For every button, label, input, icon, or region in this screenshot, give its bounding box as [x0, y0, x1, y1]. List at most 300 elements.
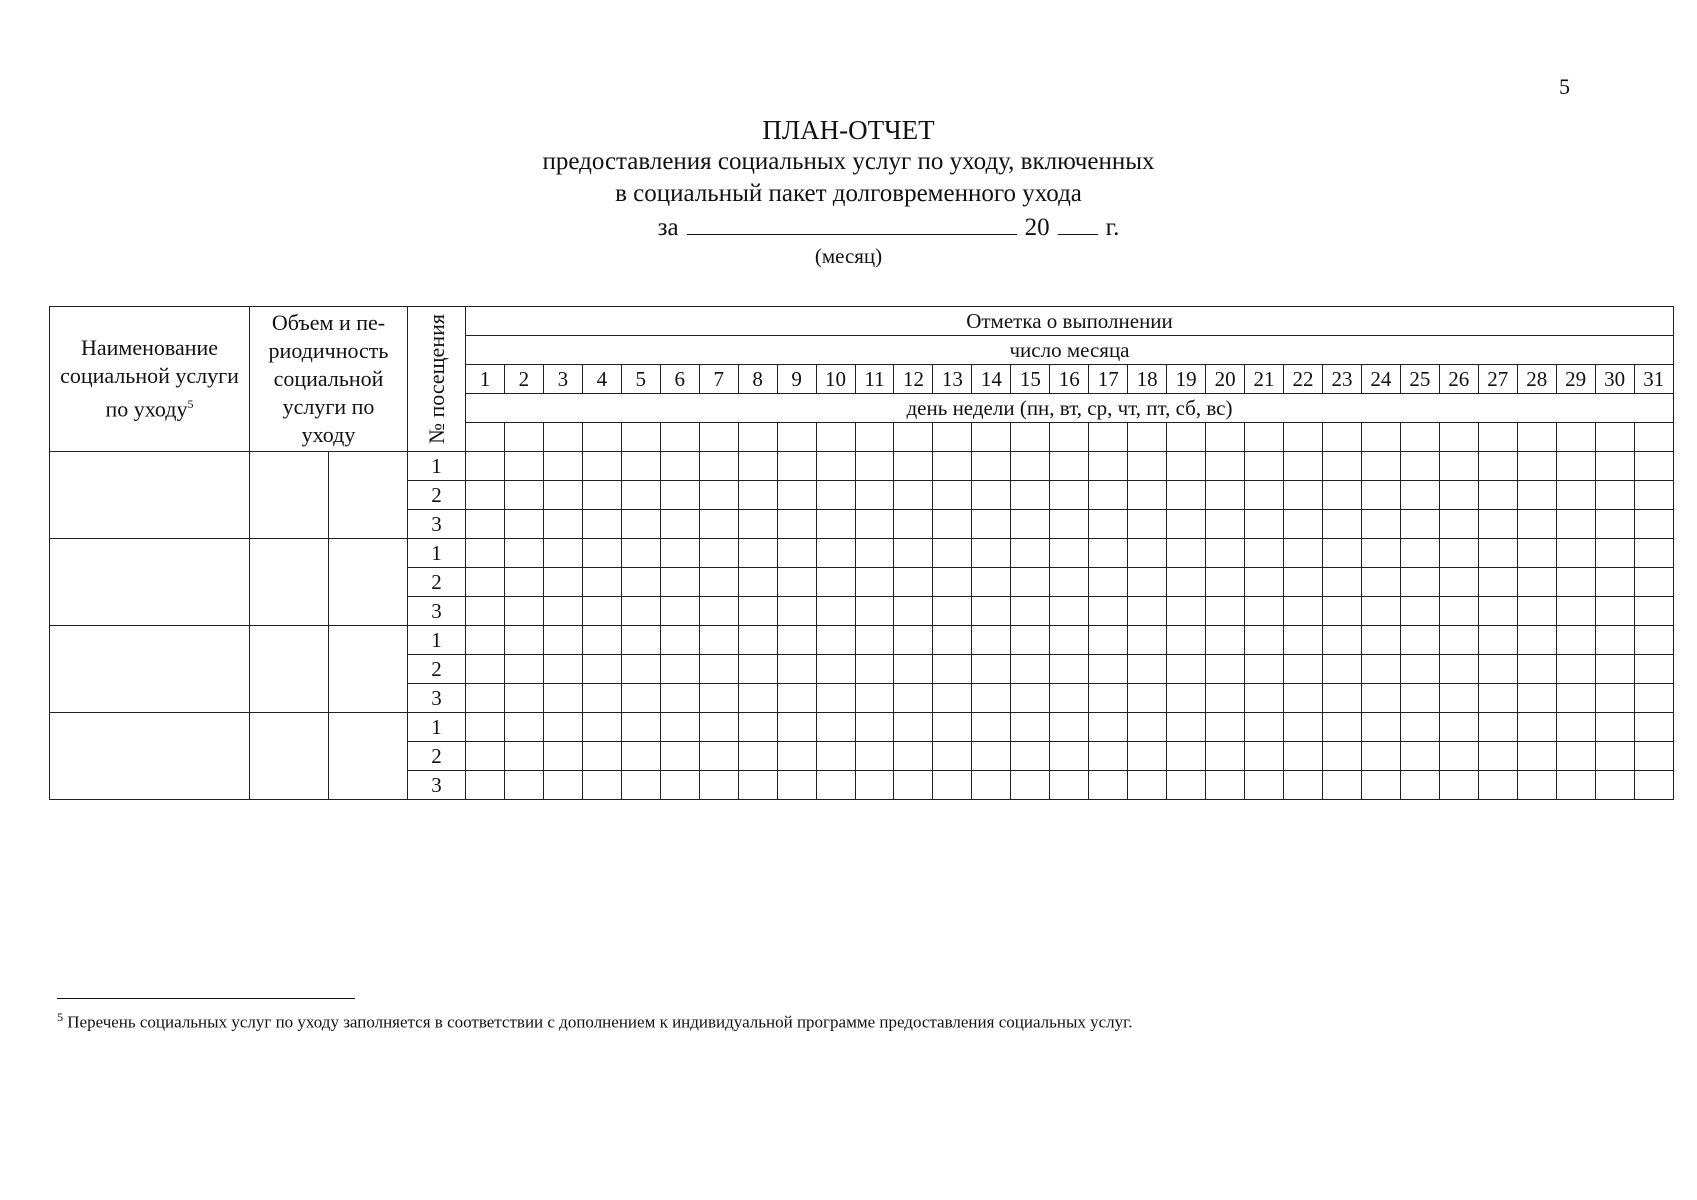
completion-mark-cell[interactable] [816, 713, 855, 742]
completion-mark-cell[interactable] [1206, 510, 1245, 539]
completion-mark-cell[interactable] [777, 655, 816, 684]
completion-mark-cell[interactable] [738, 539, 777, 568]
completion-mark-cell[interactable] [816, 568, 855, 597]
completion-mark-cell[interactable] [699, 452, 738, 481]
completion-mark-cell[interactable] [621, 510, 660, 539]
completion-mark-cell[interactable] [621, 742, 660, 771]
completion-mark-cell[interactable] [582, 626, 621, 655]
completion-mark-cell[interactable] [1478, 510, 1517, 539]
completion-mark-cell[interactable] [855, 771, 894, 800]
completion-mark-cell[interactable] [466, 771, 505, 800]
weekday-input-cell[interactable] [543, 423, 582, 452]
completion-mark-cell[interactable] [1206, 771, 1245, 800]
completion-mark-cell[interactable] [543, 655, 582, 684]
completion-mark-cell[interactable] [933, 742, 972, 771]
completion-mark-cell[interactable] [972, 742, 1011, 771]
completion-mark-cell[interactable] [1167, 713, 1206, 742]
completion-mark-cell[interactable] [1439, 452, 1478, 481]
completion-mark-cell[interactable] [1167, 452, 1206, 481]
weekday-input-cell[interactable] [777, 423, 816, 452]
completion-mark-cell[interactable] [1439, 713, 1478, 742]
completion-mark-cell[interactable] [1089, 452, 1128, 481]
completion-mark-cell[interactable] [660, 481, 699, 510]
completion-mark-cell[interactable] [1011, 481, 1050, 510]
completion-mark-cell[interactable] [699, 510, 738, 539]
weekday-input-cell[interactable] [738, 423, 777, 452]
completion-mark-cell[interactable] [1167, 568, 1206, 597]
completion-mark-cell[interactable] [894, 626, 933, 655]
completion-mark-cell[interactable] [972, 713, 1011, 742]
completion-mark-cell[interactable] [582, 452, 621, 481]
completion-mark-cell[interactable] [1595, 713, 1634, 742]
completion-mark-cell[interactable] [1167, 481, 1206, 510]
completion-mark-cell[interactable] [621, 771, 660, 800]
completion-mark-cell[interactable] [1128, 568, 1167, 597]
completion-mark-cell[interactable] [1400, 597, 1439, 626]
completion-mark-cell[interactable] [1206, 742, 1245, 771]
completion-mark-cell[interactable] [1128, 771, 1167, 800]
completion-mark-cell[interactable] [1517, 568, 1556, 597]
completion-mark-cell[interactable] [1556, 568, 1595, 597]
completion-mark-cell[interactable] [543, 684, 582, 713]
completion-mark-cell[interactable] [855, 568, 894, 597]
completion-mark-cell[interactable] [1478, 481, 1517, 510]
completion-mark-cell[interactable] [660, 597, 699, 626]
completion-mark-cell[interactable] [1011, 568, 1050, 597]
completion-mark-cell[interactable] [855, 539, 894, 568]
weekday-input-cell[interactable] [816, 423, 855, 452]
completion-mark-cell[interactable] [621, 568, 660, 597]
completion-mark-cell[interactable] [1089, 597, 1128, 626]
completion-mark-cell[interactable] [1050, 597, 1089, 626]
completion-mark-cell[interactable] [504, 684, 543, 713]
completion-mark-cell[interactable] [699, 481, 738, 510]
weekday-input-cell[interactable] [1400, 423, 1439, 452]
completion-mark-cell[interactable] [660, 713, 699, 742]
completion-mark-cell[interactable] [466, 655, 505, 684]
completion-mark-cell[interactable] [1245, 597, 1284, 626]
completion-mark-cell[interactable] [1595, 771, 1634, 800]
completion-mark-cell[interactable] [582, 771, 621, 800]
completion-mark-cell[interactable] [855, 684, 894, 713]
completion-mark-cell[interactable] [1167, 655, 1206, 684]
completion-mark-cell[interactable] [1284, 742, 1323, 771]
completion-mark-cell[interactable] [504, 452, 543, 481]
completion-mark-cell[interactable] [1439, 510, 1478, 539]
completion-mark-cell[interactable] [1284, 655, 1323, 684]
completion-mark-cell[interactable] [1400, 713, 1439, 742]
completion-mark-cell[interactable] [1595, 539, 1634, 568]
completion-mark-cell[interactable] [777, 713, 816, 742]
completion-mark-cell[interactable] [621, 481, 660, 510]
completion-mark-cell[interactable] [1439, 568, 1478, 597]
completion-mark-cell[interactable] [894, 452, 933, 481]
completion-mark-cell[interactable] [621, 452, 660, 481]
completion-mark-cell[interactable] [466, 742, 505, 771]
completion-mark-cell[interactable] [1128, 539, 1167, 568]
completion-mark-cell[interactable] [1089, 539, 1128, 568]
completion-mark-cell[interactable] [582, 481, 621, 510]
completion-mark-cell[interactable] [1011, 597, 1050, 626]
completion-mark-cell[interactable] [738, 597, 777, 626]
completion-mark-cell[interactable] [1361, 568, 1400, 597]
weekday-input-cell[interactable] [1284, 423, 1323, 452]
completion-mark-cell[interactable] [543, 539, 582, 568]
weekday-input-cell[interactable] [660, 423, 699, 452]
completion-mark-cell[interactable] [738, 481, 777, 510]
completion-mark-cell[interactable] [894, 742, 933, 771]
completion-mark-cell[interactable] [1245, 568, 1284, 597]
completion-mark-cell[interactable] [699, 626, 738, 655]
weekday-input-cell[interactable] [894, 423, 933, 452]
completion-mark-cell[interactable] [1634, 481, 1673, 510]
completion-mark-cell[interactable] [1322, 452, 1361, 481]
completion-mark-cell[interactable] [1128, 510, 1167, 539]
completion-mark-cell[interactable] [1400, 626, 1439, 655]
completion-mark-cell[interactable] [1245, 713, 1284, 742]
completion-mark-cell[interactable] [1245, 539, 1284, 568]
completion-mark-cell[interactable] [972, 452, 1011, 481]
completion-mark-cell[interactable] [1128, 742, 1167, 771]
completion-mark-cell[interactable] [1400, 684, 1439, 713]
completion-mark-cell[interactable] [504, 626, 543, 655]
service-periodicity-cell[interactable] [329, 452, 408, 539]
completion-mark-cell[interactable] [1439, 655, 1478, 684]
completion-mark-cell[interactable] [1478, 713, 1517, 742]
completion-mark-cell[interactable] [1361, 742, 1400, 771]
completion-mark-cell[interactable] [894, 481, 933, 510]
completion-mark-cell[interactable] [1245, 684, 1284, 713]
weekday-input-cell[interactable] [621, 423, 660, 452]
completion-mark-cell[interactable] [738, 771, 777, 800]
completion-mark-cell[interactable] [1050, 481, 1089, 510]
completion-mark-cell[interactable] [504, 597, 543, 626]
completion-mark-cell[interactable] [1439, 684, 1478, 713]
completion-mark-cell[interactable] [466, 684, 505, 713]
completion-mark-cell[interactable] [660, 539, 699, 568]
completion-mark-cell[interactable] [1517, 481, 1556, 510]
year-blank-field[interactable] [1058, 210, 1098, 235]
completion-mark-cell[interactable] [1322, 568, 1361, 597]
completion-mark-cell[interactable] [738, 452, 777, 481]
completion-mark-cell[interactable] [933, 510, 972, 539]
completion-mark-cell[interactable] [816, 655, 855, 684]
completion-mark-cell[interactable] [816, 771, 855, 800]
completion-mark-cell[interactable] [972, 626, 1011, 655]
completion-mark-cell[interactable] [816, 510, 855, 539]
completion-mark-cell[interactable] [1206, 481, 1245, 510]
completion-mark-cell[interactable] [1011, 655, 1050, 684]
completion-mark-cell[interactable] [582, 684, 621, 713]
completion-mark-cell[interactable] [1517, 452, 1556, 481]
completion-mark-cell[interactable] [1322, 771, 1361, 800]
completion-mark-cell[interactable] [1439, 597, 1478, 626]
completion-mark-cell[interactable] [1556, 510, 1595, 539]
completion-mark-cell[interactable] [1167, 771, 1206, 800]
completion-mark-cell[interactable] [738, 655, 777, 684]
completion-mark-cell[interactable] [1361, 655, 1400, 684]
completion-mark-cell[interactable] [1050, 568, 1089, 597]
completion-mark-cell[interactable] [1556, 771, 1595, 800]
completion-mark-cell[interactable] [1167, 626, 1206, 655]
completion-mark-cell[interactable] [1206, 655, 1245, 684]
completion-mark-cell[interactable] [972, 481, 1011, 510]
completion-mark-cell[interactable] [1517, 597, 1556, 626]
completion-mark-cell[interactable] [1439, 481, 1478, 510]
completion-mark-cell[interactable] [1206, 568, 1245, 597]
completion-mark-cell[interactable] [1634, 655, 1673, 684]
completion-mark-cell[interactable] [1284, 713, 1323, 742]
completion-mark-cell[interactable] [1439, 626, 1478, 655]
weekday-input-cell[interactable] [1595, 423, 1634, 452]
completion-mark-cell[interactable] [1556, 481, 1595, 510]
completion-mark-cell[interactable] [699, 713, 738, 742]
completion-mark-cell[interactable] [1284, 684, 1323, 713]
completion-mark-cell[interactable] [1011, 452, 1050, 481]
completion-mark-cell[interactable] [1284, 597, 1323, 626]
completion-mark-cell[interactable] [1634, 452, 1673, 481]
completion-mark-cell[interactable] [1322, 713, 1361, 742]
completion-mark-cell[interactable] [894, 655, 933, 684]
completion-mark-cell[interactable] [894, 713, 933, 742]
completion-mark-cell[interactable] [894, 510, 933, 539]
completion-mark-cell[interactable] [1050, 713, 1089, 742]
completion-mark-cell[interactable] [660, 684, 699, 713]
completion-mark-cell[interactable] [1634, 626, 1673, 655]
completion-mark-cell[interactable] [738, 626, 777, 655]
completion-mark-cell[interactable] [699, 568, 738, 597]
completion-mark-cell[interactable] [699, 742, 738, 771]
weekday-input-cell[interactable] [1439, 423, 1478, 452]
service-volume-cell[interactable] [250, 539, 329, 626]
completion-mark-cell[interactable] [504, 713, 543, 742]
completion-mark-cell[interactable] [1089, 655, 1128, 684]
completion-mark-cell[interactable] [621, 655, 660, 684]
completion-mark-cell[interactable] [1595, 742, 1634, 771]
weekday-input-cell[interactable] [855, 423, 894, 452]
completion-mark-cell[interactable] [1595, 481, 1634, 510]
completion-mark-cell[interactable] [1595, 452, 1634, 481]
completion-mark-cell[interactable] [1284, 771, 1323, 800]
completion-mark-cell[interactable] [1089, 510, 1128, 539]
weekday-input-cell[interactable] [1089, 423, 1128, 452]
completion-mark-cell[interactable] [1634, 771, 1673, 800]
completion-mark-cell[interactable] [1400, 771, 1439, 800]
completion-mark-cell[interactable] [1050, 771, 1089, 800]
completion-mark-cell[interactable] [1439, 742, 1478, 771]
completion-mark-cell[interactable] [1361, 713, 1400, 742]
completion-mark-cell[interactable] [855, 655, 894, 684]
completion-mark-cell[interactable] [933, 539, 972, 568]
completion-mark-cell[interactable] [1361, 481, 1400, 510]
completion-mark-cell[interactable] [1517, 771, 1556, 800]
weekday-input-cell[interactable] [466, 423, 505, 452]
completion-mark-cell[interactable] [582, 568, 621, 597]
weekday-input-cell[interactable] [1634, 423, 1673, 452]
completion-mark-cell[interactable] [1011, 626, 1050, 655]
completion-mark-cell[interactable] [1011, 510, 1050, 539]
completion-mark-cell[interactable] [1361, 597, 1400, 626]
completion-mark-cell[interactable] [1050, 452, 1089, 481]
completion-mark-cell[interactable] [738, 568, 777, 597]
completion-mark-cell[interactable] [1128, 655, 1167, 684]
weekday-input-cell[interactable] [582, 423, 621, 452]
completion-mark-cell[interactable] [1478, 684, 1517, 713]
completion-mark-cell[interactable] [1050, 510, 1089, 539]
completion-mark-cell[interactable] [1634, 539, 1673, 568]
completion-mark-cell[interactable] [1245, 626, 1284, 655]
completion-mark-cell[interactable] [1322, 742, 1361, 771]
weekday-input-cell[interactable] [1206, 423, 1245, 452]
completion-mark-cell[interactable] [816, 597, 855, 626]
completion-mark-cell[interactable] [504, 481, 543, 510]
completion-mark-cell[interactable] [1089, 568, 1128, 597]
completion-mark-cell[interactable] [1556, 626, 1595, 655]
completion-mark-cell[interactable] [1400, 510, 1439, 539]
completion-mark-cell[interactable] [1322, 481, 1361, 510]
completion-mark-cell[interactable] [1478, 742, 1517, 771]
completion-mark-cell[interactable] [543, 771, 582, 800]
completion-mark-cell[interactable] [1050, 655, 1089, 684]
completion-mark-cell[interactable] [1361, 539, 1400, 568]
completion-mark-cell[interactable] [1050, 742, 1089, 771]
completion-mark-cell[interactable] [1284, 539, 1323, 568]
completion-mark-cell[interactable] [699, 684, 738, 713]
completion-mark-cell[interactable] [1478, 597, 1517, 626]
completion-mark-cell[interactable] [1478, 452, 1517, 481]
completion-mark-cell[interactable] [1167, 510, 1206, 539]
completion-mark-cell[interactable] [1245, 771, 1284, 800]
completion-mark-cell[interactable] [1206, 713, 1245, 742]
completion-mark-cell[interactable] [972, 539, 1011, 568]
completion-mark-cell[interactable] [777, 510, 816, 539]
service-name-cell[interactable] [50, 626, 250, 713]
completion-mark-cell[interactable] [1128, 713, 1167, 742]
completion-mark-cell[interactable] [1556, 597, 1595, 626]
completion-mark-cell[interactable] [1128, 684, 1167, 713]
completion-mark-cell[interactable] [699, 539, 738, 568]
weekday-input-cell[interactable] [1011, 423, 1050, 452]
completion-mark-cell[interactable] [933, 481, 972, 510]
completion-mark-cell[interactable] [1361, 684, 1400, 713]
completion-mark-cell[interactable] [1439, 771, 1478, 800]
completion-mark-cell[interactable] [466, 510, 505, 539]
completion-mark-cell[interactable] [1245, 510, 1284, 539]
completion-mark-cell[interactable] [543, 481, 582, 510]
completion-mark-cell[interactable] [1167, 742, 1206, 771]
completion-mark-cell[interactable] [1011, 684, 1050, 713]
completion-mark-cell[interactable] [1089, 684, 1128, 713]
completion-mark-cell[interactable] [1517, 539, 1556, 568]
completion-mark-cell[interactable] [738, 510, 777, 539]
weekday-input-cell[interactable] [1478, 423, 1517, 452]
completion-mark-cell[interactable] [1089, 481, 1128, 510]
completion-mark-cell[interactable] [543, 568, 582, 597]
completion-mark-cell[interactable] [1556, 684, 1595, 713]
completion-mark-cell[interactable] [1206, 626, 1245, 655]
completion-mark-cell[interactable] [777, 626, 816, 655]
completion-mark-cell[interactable] [1284, 452, 1323, 481]
completion-mark-cell[interactable] [466, 481, 505, 510]
completion-mark-cell[interactable] [1167, 684, 1206, 713]
completion-mark-cell[interactable] [777, 742, 816, 771]
completion-mark-cell[interactable] [1478, 771, 1517, 800]
completion-mark-cell[interactable] [1128, 626, 1167, 655]
completion-mark-cell[interactable] [1517, 713, 1556, 742]
completion-mark-cell[interactable] [972, 655, 1011, 684]
completion-mark-cell[interactable] [660, 510, 699, 539]
completion-mark-cell[interactable] [855, 713, 894, 742]
completion-mark-cell[interactable] [777, 771, 816, 800]
completion-mark-cell[interactable] [466, 626, 505, 655]
completion-mark-cell[interactable] [1517, 742, 1556, 771]
completion-mark-cell[interactable] [777, 568, 816, 597]
completion-mark-cell[interactable] [855, 452, 894, 481]
completion-mark-cell[interactable] [933, 626, 972, 655]
completion-mark-cell[interactable] [933, 684, 972, 713]
completion-mark-cell[interactable] [933, 597, 972, 626]
completion-mark-cell[interactable] [777, 684, 816, 713]
completion-mark-cell[interactable] [738, 713, 777, 742]
completion-mark-cell[interactable] [933, 713, 972, 742]
completion-mark-cell[interactable] [1634, 742, 1673, 771]
service-name-cell[interactable] [50, 713, 250, 800]
completion-mark-cell[interactable] [1206, 597, 1245, 626]
completion-mark-cell[interactable] [894, 771, 933, 800]
completion-mark-cell[interactable] [466, 597, 505, 626]
completion-mark-cell[interactable] [777, 597, 816, 626]
completion-mark-cell[interactable] [543, 452, 582, 481]
completion-mark-cell[interactable] [1517, 510, 1556, 539]
completion-mark-cell[interactable] [777, 481, 816, 510]
completion-mark-cell[interactable] [1322, 684, 1361, 713]
completion-mark-cell[interactable] [894, 684, 933, 713]
completion-mark-cell[interactable] [1167, 539, 1206, 568]
weekday-input-cell[interactable] [1322, 423, 1361, 452]
completion-mark-cell[interactable] [1128, 481, 1167, 510]
completion-mark-cell[interactable] [504, 539, 543, 568]
completion-mark-cell[interactable] [855, 510, 894, 539]
completion-mark-cell[interactable] [660, 655, 699, 684]
completion-mark-cell[interactable] [1245, 452, 1284, 481]
completion-mark-cell[interactable] [543, 510, 582, 539]
completion-mark-cell[interactable] [1011, 539, 1050, 568]
completion-mark-cell[interactable] [972, 568, 1011, 597]
completion-mark-cell[interactable] [1206, 452, 1245, 481]
completion-mark-cell[interactable] [816, 481, 855, 510]
completion-mark-cell[interactable] [621, 684, 660, 713]
completion-mark-cell[interactable] [466, 452, 505, 481]
completion-mark-cell[interactable] [1595, 568, 1634, 597]
completion-mark-cell[interactable] [855, 597, 894, 626]
weekday-input-cell[interactable] [504, 423, 543, 452]
completion-mark-cell[interactable] [621, 626, 660, 655]
completion-mark-cell[interactable] [660, 771, 699, 800]
completion-mark-cell[interactable] [1284, 626, 1323, 655]
completion-mark-cell[interactable] [855, 626, 894, 655]
completion-mark-cell[interactable] [1634, 597, 1673, 626]
completion-mark-cell[interactable] [972, 684, 1011, 713]
completion-mark-cell[interactable] [894, 597, 933, 626]
completion-mark-cell[interactable] [1128, 597, 1167, 626]
completion-mark-cell[interactable] [816, 684, 855, 713]
completion-mark-cell[interactable] [1284, 568, 1323, 597]
weekday-input-cell[interactable] [972, 423, 1011, 452]
completion-mark-cell[interactable] [1478, 568, 1517, 597]
completion-mark-cell[interactable] [777, 539, 816, 568]
completion-mark-cell[interactable] [1011, 771, 1050, 800]
completion-mark-cell[interactable] [1400, 452, 1439, 481]
